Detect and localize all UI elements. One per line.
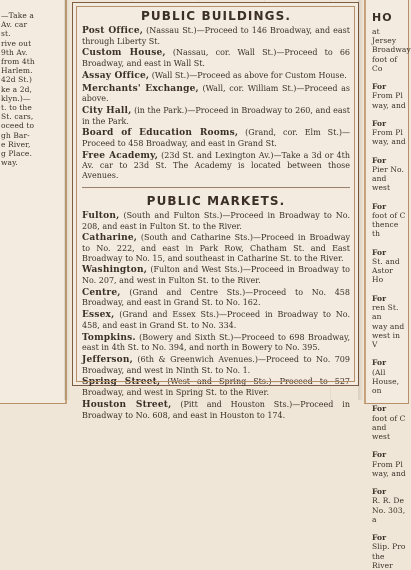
right-line-bold: For	[372, 293, 387, 303]
right-line	[372, 496, 406, 505]
left-line: rive out	[1, 38, 32, 48]
left-line: st.	[1, 29, 11, 39]
right-line	[372, 450, 406, 459]
entry-name: Jefferson,	[82, 354, 133, 365]
entry-name: Board of Education Rooms,	[82, 128, 239, 139]
public-building-entry	[82, 106, 350, 126]
public-market-entry	[82, 400, 350, 420]
entry-text: (Grand, cor. Elm St.)—Proceed to 458 Broadway, and east in Grand St.	[82, 128, 350, 149]
right-line	[372, 220, 406, 238]
entry-name: Free Academy,	[82, 150, 159, 161]
right-line	[372, 156, 406, 165]
right-panel-text	[372, 11, 411, 570]
left-line: ke a 2d,	[1, 84, 32, 94]
left-line: t. to the	[1, 103, 32, 113]
right-line-text: foot of C	[372, 211, 406, 221]
center-content	[82, 9, 351, 420]
right-line	[372, 211, 406, 220]
right-line	[372, 128, 406, 137]
entry-text: (Grand and Centre Sts.)—Proceed to No. 458 Broadway, and east in Grand St. to No. 162.	[82, 287, 350, 308]
right-line	[372, 147, 406, 156]
right-line	[372, 82, 406, 91]
right-line	[372, 239, 406, 248]
right-line-text: way and	[372, 321, 405, 331]
right-line-bold: For	[372, 155, 387, 165]
public-market-entry	[82, 265, 350, 285]
entry-text: (Wall St.)—Proceed as above for Custom House.	[149, 70, 347, 80]
right-line	[372, 542, 406, 551]
right-line-text: ren St. an	[372, 303, 399, 322]
right-line	[372, 469, 406, 478]
right-line	[372, 395, 406, 404]
right-line-text: No. 303, a	[372, 505, 406, 524]
right-line	[372, 524, 406, 533]
public-market-entry	[82, 233, 350, 263]
right-line	[372, 404, 406, 413]
right-line	[372, 202, 406, 211]
public-building-entry	[82, 26, 350, 46]
public-building-entry	[82, 84, 350, 104]
entry-text: (Bowery and Sixth St.)—Proceed to 698 Broadway, east in 4th St. to No. 394, and north in Bowery to No. 395.	[82, 332, 350, 353]
right-line	[372, 294, 406, 303]
entry-text: (in the Park.)—Proceed in Broadway to 260, and east in the Park.	[82, 105, 350, 126]
public-building-entry	[82, 151, 350, 181]
right-line-text: (All	[372, 367, 386, 377]
right-line-bold: For	[372, 533, 387, 543]
right-line-text: From Pl	[372, 91, 403, 101]
entry-name: Tompkins.	[82, 332, 136, 343]
entry-name: Catharine,	[82, 233, 138, 244]
right-line-bold: For	[372, 201, 387, 211]
right-line	[372, 165, 406, 174]
right-line	[372, 506, 406, 524]
public-building-entry	[82, 48, 350, 68]
left-line: klyn.)—	[1, 93, 31, 103]
left-line: oceed to	[1, 121, 35, 131]
entry-text: (Nassau St.)—Proceed to 146 Broadway, and east through Liberty St.	[82, 26, 350, 46]
right-line	[372, 349, 406, 358]
public-market-entry	[82, 310, 350, 330]
right-panel-heading: HO	[372, 11, 393, 24]
right-line-text: House, on	[372, 376, 400, 395]
right-line-text: From Pl	[372, 459, 403, 469]
public-buildings-title: PUBLIC BUILDINGS.	[140, 9, 291, 23]
right-line	[372, 193, 406, 202]
right-line-text: and west	[372, 422, 391, 441]
entry-text: (23d St. and Lexington Av.)—Take a 3d or 4th Av. car to 23d St. The Academy is located between those Avenues.	[82, 150, 350, 181]
right-line-text: thence th	[372, 220, 399, 239]
right-line	[372, 73, 406, 82]
right-line	[372, 91, 406, 100]
right-line-text: foot of C	[372, 413, 406, 423]
right-line	[372, 45, 411, 55]
right-line	[372, 27, 406, 45]
public-market-entry	[82, 288, 350, 308]
right-line	[372, 266, 406, 284]
right-line	[372, 368, 406, 377]
right-line-bold: For	[372, 450, 387, 460]
left-line: St. cars,	[1, 112, 34, 122]
entry-name: City Hall,	[82, 105, 132, 116]
entry-name: Houston Street,	[82, 399, 172, 410]
right-line-text: Slip. Pro	[372, 542, 406, 552]
right-line-text: west in V	[372, 330, 401, 349]
right-line	[372, 487, 406, 496]
right-line-text: the River	[372, 551, 393, 570]
entry-name: Post Office,	[82, 26, 144, 36]
right-line	[372, 441, 406, 450]
entry-text: (6th & Greenwich Avenues.)—Proceed to No. 709 Broadway, and west in Ninth St. to No. 1.	[82, 354, 350, 375]
right-line	[372, 119, 406, 128]
left-line: —Take a	[1, 11, 34, 20]
right-line-text: Astor Ho	[372, 266, 393, 285]
right-line-bold: For	[372, 358, 387, 368]
left-line: Harlem.	[1, 66, 33, 76]
right-line-text: way, and	[372, 100, 406, 110]
public-market-entry	[82, 211, 350, 231]
right-line	[372, 174, 406, 192]
right-line-text: foot of Co	[372, 54, 398, 73]
fold-shadow	[64, 0, 70, 400]
left-line: gh Bar-	[1, 130, 30, 140]
left-line: 9th Av.	[1, 47, 28, 57]
left-line: Av. car	[1, 20, 28, 30]
right-line	[372, 285, 406, 294]
right-line-bold: For	[372, 404, 387, 414]
entry-text: (Pitt and Houston Sts.)—Proceed in Broadway to No. 608, and east in Houston to 174.	[82, 399, 350, 420]
right-line	[372, 358, 406, 367]
right-line	[372, 101, 406, 110]
left-line: g Place.	[1, 149, 32, 159]
right-line	[372, 423, 406, 441]
center-panel	[72, 2, 359, 420]
entry-name: Essex,	[82, 310, 115, 321]
right-line-text: and west	[372, 174, 391, 193]
public-market-entry	[82, 377, 350, 397]
right-line-text: way, and	[372, 137, 406, 147]
entry-text: (Fulton and West Sts.)—Proceed in Broadway to No. 207, and west in Fulton St. to the River.	[82, 265, 350, 286]
right-line	[372, 533, 406, 542]
right-line-bold: For	[372, 119, 387, 129]
right-line	[372, 460, 406, 469]
public-market-entry	[82, 355, 350, 375]
entry-text: (West and Spring Sts.)—Proceed to 527 Broadway, and west in Spring St. to the River.	[82, 377, 350, 398]
right-line	[372, 110, 406, 119]
right-line-bold: For	[372, 247, 387, 257]
entry-name: Spring Street,	[82, 377, 161, 388]
entry-text: (South and Fulton Sts.)—Proceed in Broadway to No. 208, and east in Fulton St. to the River.	[82, 210, 350, 231]
right-line-text: From Pl	[372, 128, 403, 138]
entry-text: (Grand and Essex Sts.)—Proceed in Broadway to No. 458, and east in Grand St. to No. 334.	[82, 310, 350, 330]
right-line	[372, 331, 406, 349]
left-line: from 4th	[1, 57, 35, 67]
entry-name: Fulton,	[82, 210, 120, 221]
entry-name: Assay Office,	[82, 70, 150, 81]
right-line-text: St. and	[372, 257, 400, 267]
right-line-text: way, and	[372, 468, 406, 478]
right-line	[372, 303, 406, 321]
right-line	[372, 248, 406, 257]
public-building-entry	[82, 128, 350, 148]
entry-text: (Wall, cor. William St.)—Proceed as above.	[82, 83, 351, 104]
right-line	[372, 137, 406, 146]
public-markets-title: PUBLIC MARKETS.	[146, 193, 286, 208]
entry-name: Washington,	[82, 265, 148, 276]
left-folded-panel	[0, 0, 67, 404]
right-line-text: at Jersey	[372, 27, 397, 46]
right-line	[372, 322, 406, 331]
public-building-entry	[82, 71, 350, 82]
entry-text: (South and Catharine Sts.)—Proceed in Broadway to No. 222, and east in Park Row, Chatham St. and East Broadway to No. 15, and southeast in Catharine St. to the River.	[82, 233, 350, 263]
entry-text: (Nassau, cor. Wall St.)—Proceed to 66 Broadway, and east in Wall St.	[82, 48, 351, 69]
right-line	[372, 552, 406, 570]
right-line	[372, 257, 406, 266]
entry-name: Merchants' Exchange,	[82, 83, 199, 94]
right-line-text: R. R. De	[372, 496, 405, 506]
left-line: 42d St.)	[1, 75, 32, 85]
entry-name: Centre,	[82, 287, 121, 298]
right-line-bold: For	[372, 82, 387, 92]
right-line-bold: For	[372, 487, 387, 497]
left-line: way.	[1, 158, 18, 168]
entry-name: Custom House,	[82, 48, 166, 59]
public-market-entry	[82, 333, 350, 353]
right-folded-panel	[364, 0, 411, 570]
right-line-text: Broadway	[372, 45, 411, 55]
left-panel-text	[1, 11, 61, 167]
right-line	[372, 55, 406, 73]
left-line: e River,	[1, 139, 31, 149]
right-line	[372, 478, 406, 487]
right-line-text: Pier No.	[372, 165, 404, 175]
section-divider	[82, 187, 350, 188]
right-line	[372, 377, 406, 395]
right-line	[372, 414, 406, 423]
